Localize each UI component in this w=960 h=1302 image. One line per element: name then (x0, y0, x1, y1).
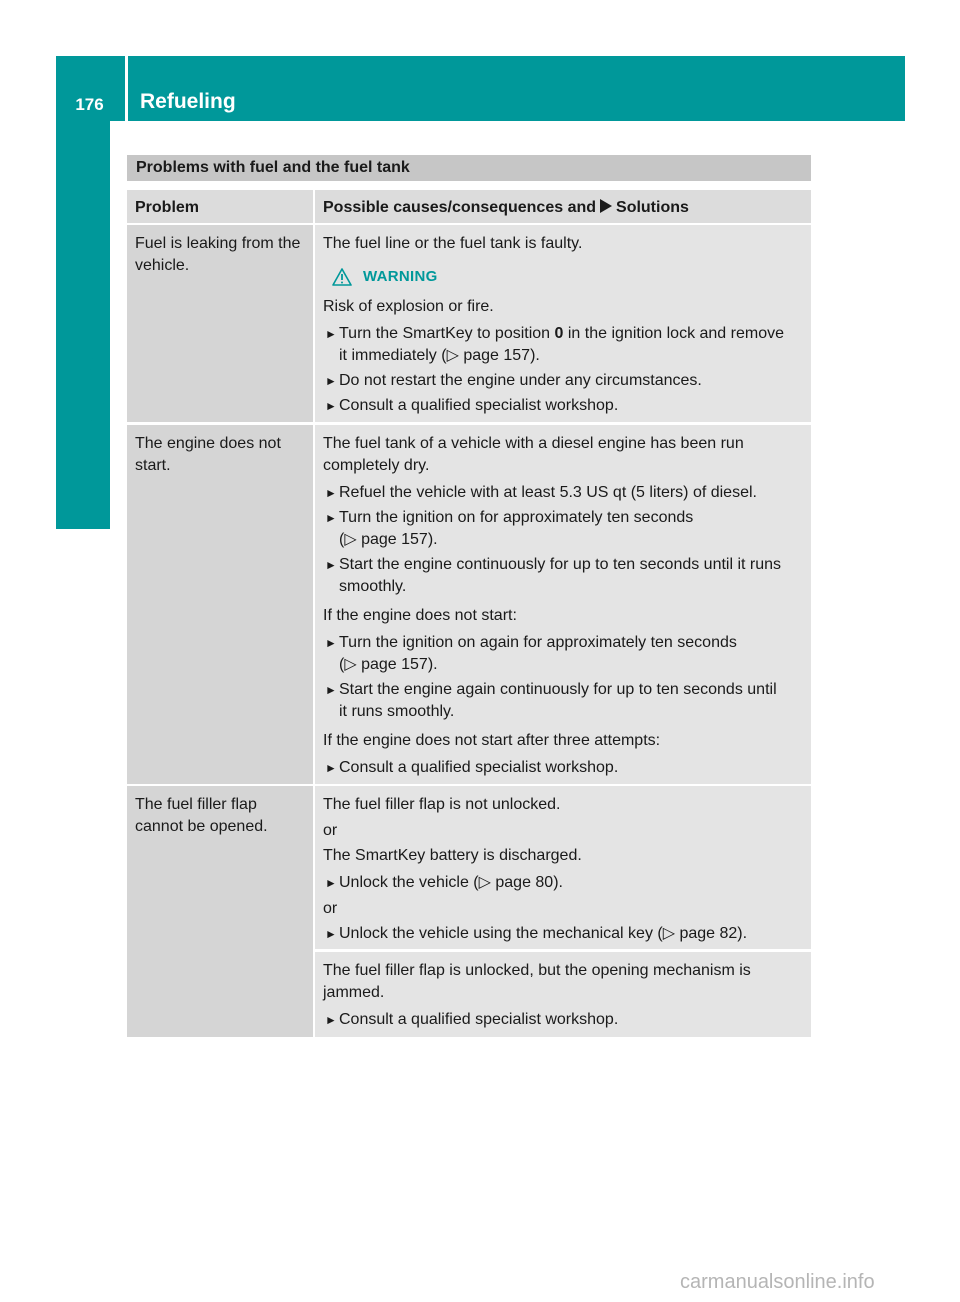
bullet-arrow-icon: ► (325, 761, 337, 775)
row2-bullet2-line2: (▷ page 157). (339, 531, 438, 548)
row1-bullet2: Do not restart the engine under any circumstances. (339, 372, 702, 389)
bullet-arrow-icon: ► (325, 558, 337, 572)
warning-label: WARNING (363, 268, 438, 285)
bullet-arrow-icon: ► (325, 511, 337, 525)
row1-bullet1-text-b: in the ignition lock and remove (567, 325, 784, 342)
row2-bullet5-line2: it runs smoothly. (339, 703, 455, 720)
warning-triangle-icon (332, 268, 352, 286)
row2-problem-line1: The engine does not (135, 435, 281, 452)
row1-bullet1-position: 0 (554, 325, 564, 342)
row2-bullet1: Refuel the vehicle with at least 5.3 US qt (5 liters) of diesel. (339, 484, 757, 501)
row1-bullet1-line2: it immediately (▷ page 157). (339, 347, 540, 364)
row2-problem-line2: start. (135, 457, 171, 474)
row2-cause-line1: The fuel tank of a vehicle with a diesel engine has been run (323, 435, 744, 452)
row3-cause3-line1: The fuel filler flap is unlocked, but the opening mechanism is (323, 962, 751, 979)
watermark: carmanualsonline.info (680, 1271, 875, 1293)
row1-bullet1-text-a: Turn the SmartKey to position (339, 325, 551, 342)
row1-bullet1-line1 (339, 323, 784, 345)
bullet-arrow-icon: ► (325, 399, 337, 413)
section-title: Refueling (140, 90, 236, 113)
row3-bullet1: Unlock the vehicle (▷ page 80). (339, 874, 563, 891)
row1-problem-line1: Fuel is leaking from the (135, 235, 301, 252)
row2-bullet4-line1: Turn the ignition on again for approximately ten seconds (339, 634, 737, 651)
row3-bullet3: Consult a qualified specialist workshop. (339, 1011, 619, 1028)
column-header-solutions-label: Solutions (616, 199, 689, 216)
row2-condition1: If the engine does not start: (323, 607, 517, 624)
row1-bullet3: Consult a qualified specialist workshop. (339, 397, 619, 414)
bullet-arrow-icon: ► (325, 636, 337, 650)
column-header-solutions (323, 199, 689, 217)
header-separator (125, 56, 128, 121)
bullet-arrow-icon: ► (325, 1013, 337, 1027)
row3-problem-line2: cannot be opened. (135, 818, 268, 835)
page-number: 176 (75, 95, 104, 114)
arrow-icon (600, 199, 612, 213)
row2-bullet4-line2: (▷ page 157). (339, 656, 438, 673)
bullet-arrow-icon: ► (325, 876, 337, 890)
row3-or1: or (323, 822, 338, 839)
row2-cause-line2: completely dry. (323, 457, 430, 474)
row3-cause1: The fuel filler flap is not unlocked. (323, 796, 561, 813)
row1-cause: The fuel line or the fuel tank is faulty. (323, 235, 583, 252)
row1-problem-line2: vehicle. (135, 257, 190, 274)
column-header-solutions-text: Possible causes/consequences and (323, 199, 597, 216)
row3-problem-line1: The fuel filler flap (135, 796, 257, 813)
row3-cause2: The SmartKey battery is discharged. (323, 847, 582, 864)
row2-problem-cell (127, 425, 313, 784)
bullet-arrow-icon: ► (325, 486, 337, 500)
row3-or2: or (323, 900, 338, 917)
bullet-arrow-icon: ► (325, 927, 337, 941)
bullet-arrow-icon: ► (325, 327, 337, 341)
table-title: Problems with fuel and the fuel tank (136, 159, 410, 176)
row1-risk: Risk of explosion or fire. (323, 298, 494, 315)
row2-bullet3-line2: smoothly. (339, 578, 407, 595)
row2-bullet5-line1: Start the engine again continuously for up to ten seconds until (339, 681, 777, 698)
row2-bullet6: Consult a qualified specialist workshop. (339, 759, 619, 776)
bullet-arrow-icon: ► (325, 683, 337, 697)
bullet-arrow-icon: ► (325, 374, 337, 388)
row2-condition2: If the engine does not start after three attempts: (323, 732, 661, 749)
row3-bullet2: Unlock the vehicle using the mechanical key (▷ page 82). (339, 925, 748, 942)
row3-cause3-line2: jammed. (323, 984, 385, 1001)
side-tab-label: Driving and parking (82, 267, 107, 474)
row2-bullet3-line1: Start the engine continuously for up to ten seconds until it runs (339, 556, 782, 573)
column-header-problem: Problem (135, 199, 200, 216)
row2-bullet2-line1: Turn the ignition on for approximately ten seconds (339, 509, 694, 526)
